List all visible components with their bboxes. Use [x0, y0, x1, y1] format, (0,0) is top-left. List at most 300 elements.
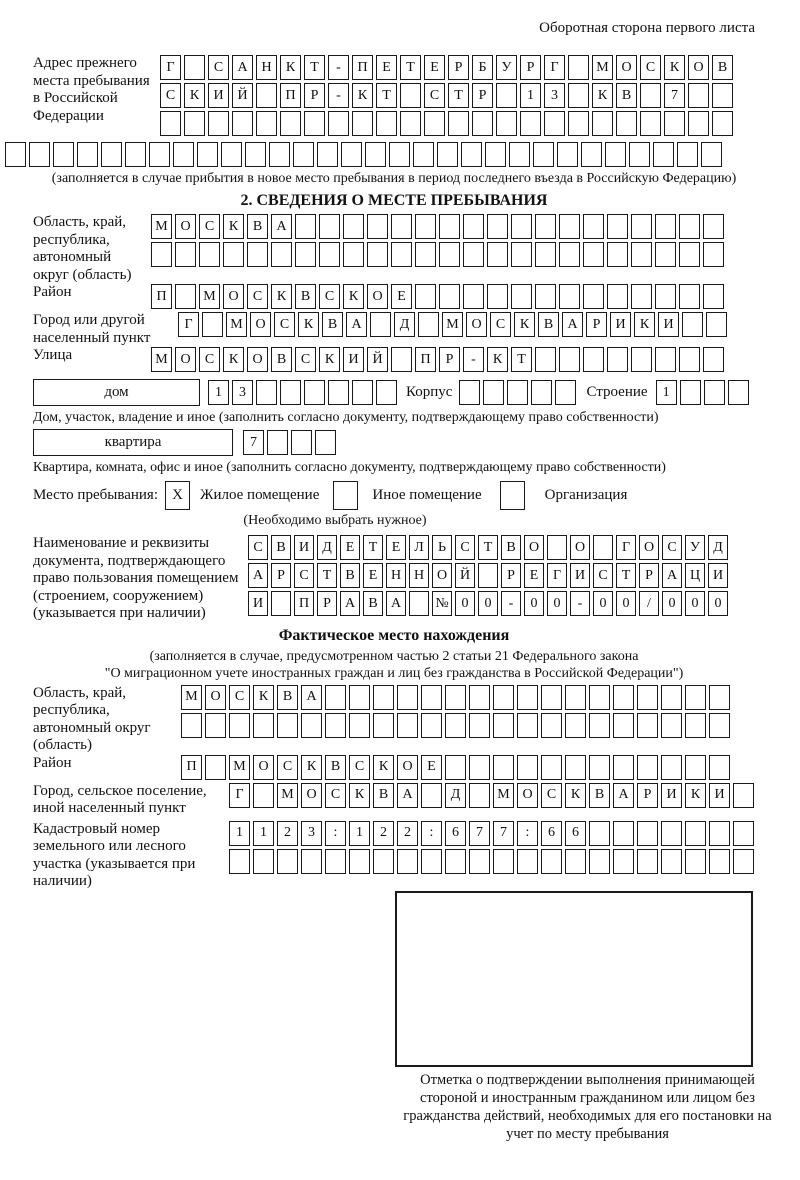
char-box[interactable]: [487, 284, 508, 309]
char-box[interactable]: 7: [664, 83, 685, 108]
char-box[interactable]: [445, 713, 466, 738]
char-box[interactable]: Е: [376, 55, 397, 80]
char-box[interactable]: [688, 83, 709, 108]
char-box[interactable]: К: [184, 83, 205, 108]
char-box[interactable]: [229, 849, 250, 874]
char-box[interactable]: [199, 242, 220, 267]
char-box[interactable]: В: [271, 535, 291, 560]
char-box[interactable]: [202, 312, 223, 337]
char-box[interactable]: Т: [511, 347, 532, 372]
char-box[interactable]: [293, 142, 314, 167]
char-box[interactable]: К: [271, 284, 292, 309]
char-box[interactable]: [421, 783, 442, 808]
char-box[interactable]: П: [352, 55, 373, 80]
char-box[interactable]: [205, 755, 226, 780]
char-box[interactable]: [589, 821, 610, 846]
char-box[interactable]: Т: [478, 535, 498, 560]
char-box[interactable]: В: [277, 685, 298, 710]
char-box[interactable]: [413, 142, 434, 167]
char-box[interactable]: 7: [243, 430, 264, 455]
char-box[interactable]: Т: [363, 535, 383, 560]
char-box[interactable]: [520, 111, 541, 136]
char-box[interactable]: [589, 849, 610, 874]
char-box[interactable]: 3: [544, 83, 565, 108]
char-box[interactable]: [547, 535, 567, 560]
char-box[interactable]: [352, 380, 373, 405]
char-box[interactable]: К: [592, 83, 613, 108]
stay-checkbox-other-premises[interactable]: [333, 481, 358, 510]
char-box[interactable]: С: [294, 563, 314, 588]
char-box[interactable]: [637, 821, 658, 846]
char-box[interactable]: [463, 214, 484, 239]
char-box[interactable]: О: [205, 685, 226, 710]
char-box[interactable]: 0: [455, 591, 475, 616]
char-box[interactable]: [709, 713, 730, 738]
char-box[interactable]: [661, 713, 682, 738]
char-box[interactable]: [421, 685, 442, 710]
char-box[interactable]: [709, 849, 730, 874]
char-box[interactable]: [637, 685, 658, 710]
char-box[interactable]: [461, 142, 482, 167]
char-box[interactable]: С: [199, 347, 220, 372]
char-box[interactable]: 3: [232, 380, 253, 405]
char-box[interactable]: [655, 214, 676, 239]
char-box[interactable]: [101, 142, 122, 167]
char-box[interactable]: [677, 142, 698, 167]
char-box[interactable]: К: [298, 312, 319, 337]
char-box[interactable]: [565, 713, 586, 738]
char-box[interactable]: М: [592, 55, 613, 80]
char-box[interactable]: [415, 284, 436, 309]
char-box[interactable]: М: [229, 755, 250, 780]
char-box[interactable]: К: [301, 755, 322, 780]
char-box[interactable]: С: [229, 685, 250, 710]
char-box[interactable]: [184, 55, 205, 80]
char-box[interactable]: И: [570, 563, 590, 588]
char-box[interactable]: [613, 821, 634, 846]
char-box[interactable]: Е: [421, 755, 442, 780]
char-box[interactable]: В: [271, 347, 292, 372]
char-box[interactable]: [631, 284, 652, 309]
char-box[interactable]: А: [562, 312, 583, 337]
char-box[interactable]: [267, 430, 288, 455]
char-box[interactable]: В: [340, 563, 360, 588]
char-box[interactable]: [664, 111, 685, 136]
char-box[interactable]: [352, 111, 373, 136]
char-box[interactable]: О: [301, 783, 322, 808]
char-box[interactable]: К: [487, 347, 508, 372]
char-box[interactable]: [607, 347, 628, 372]
char-box[interactable]: [613, 713, 634, 738]
char-box[interactable]: О: [688, 55, 709, 80]
char-box[interactable]: С: [662, 535, 682, 560]
char-box[interactable]: И: [294, 535, 314, 560]
char-box[interactable]: О: [397, 755, 418, 780]
char-box[interactable]: [631, 214, 652, 239]
char-box[interactable]: 0: [616, 591, 636, 616]
char-box[interactable]: [175, 242, 196, 267]
char-box[interactable]: [439, 284, 460, 309]
char-box[interactable]: Р: [271, 563, 291, 588]
char-box[interactable]: [733, 849, 754, 874]
char-box[interactable]: [661, 849, 682, 874]
char-box[interactable]: А: [613, 783, 634, 808]
char-box[interactable]: А: [248, 563, 268, 588]
stay-checkbox-residential[interactable]: X: [165, 481, 190, 510]
char-box[interactable]: [544, 111, 565, 136]
char-box[interactable]: М: [493, 783, 514, 808]
char-box[interactable]: [535, 284, 556, 309]
char-box[interactable]: [304, 380, 325, 405]
char-box[interactable]: [421, 849, 442, 874]
char-box[interactable]: 2: [373, 821, 394, 846]
char-box[interactable]: О: [466, 312, 487, 337]
char-box[interactable]: [277, 849, 298, 874]
char-box[interactable]: [509, 142, 530, 167]
char-box[interactable]: К: [664, 55, 685, 80]
char-box[interactable]: [487, 214, 508, 239]
char-box[interactable]: С: [455, 535, 475, 560]
char-box[interactable]: М: [151, 214, 172, 239]
char-box[interactable]: И: [661, 783, 682, 808]
char-box[interactable]: О: [432, 563, 452, 588]
char-box[interactable]: Г: [616, 535, 636, 560]
char-box[interactable]: К: [373, 755, 394, 780]
char-box[interactable]: Р: [439, 347, 460, 372]
char-box[interactable]: [653, 142, 674, 167]
char-box[interactable]: [373, 713, 394, 738]
char-box[interactable]: [370, 312, 391, 337]
char-box[interactable]: [173, 142, 194, 167]
char-box[interactable]: С: [208, 55, 229, 80]
char-box[interactable]: 6: [445, 821, 466, 846]
char-box[interactable]: [493, 755, 514, 780]
char-box[interactable]: С: [199, 214, 220, 239]
char-box[interactable]: [655, 284, 676, 309]
char-box[interactable]: [541, 713, 562, 738]
char-box[interactable]: С: [541, 783, 562, 808]
char-box[interactable]: Г: [544, 55, 565, 80]
char-box[interactable]: С: [325, 783, 346, 808]
char-box[interactable]: [679, 284, 700, 309]
char-box[interactable]: [221, 142, 242, 167]
char-box[interactable]: [325, 713, 346, 738]
char-box[interactable]: [583, 347, 604, 372]
char-box[interactable]: [733, 783, 754, 808]
char-box[interactable]: П: [181, 755, 202, 780]
char-box[interactable]: [682, 312, 703, 337]
char-box[interactable]: [421, 713, 442, 738]
char-box[interactable]: [637, 849, 658, 874]
char-box[interactable]: [559, 284, 580, 309]
char-box[interactable]: В: [712, 55, 733, 80]
char-box[interactable]: 7: [493, 821, 514, 846]
char-box[interactable]: [437, 142, 458, 167]
char-box[interactable]: [439, 242, 460, 267]
char-box[interactable]: С: [160, 83, 181, 108]
char-box[interactable]: В: [589, 783, 610, 808]
char-box[interactable]: [679, 242, 700, 267]
char-box[interactable]: [541, 755, 562, 780]
char-box[interactable]: М: [151, 347, 172, 372]
char-box[interactable]: [637, 713, 658, 738]
char-box[interactable]: Й: [232, 83, 253, 108]
char-box[interactable]: [295, 242, 316, 267]
char-box[interactable]: [704, 380, 725, 405]
char-box[interactable]: К: [514, 312, 535, 337]
char-box[interactable]: Р: [448, 55, 469, 80]
char-box[interactable]: О: [570, 535, 590, 560]
char-box[interactable]: [197, 142, 218, 167]
char-box[interactable]: [487, 242, 508, 267]
char-box[interactable]: Д: [708, 535, 728, 560]
char-box[interactable]: В: [501, 535, 521, 560]
char-box[interactable]: 6: [541, 821, 562, 846]
char-box[interactable]: [581, 142, 602, 167]
char-box[interactable]: [703, 214, 724, 239]
char-box[interactable]: [291, 430, 312, 455]
char-box[interactable]: [160, 111, 181, 136]
char-box[interactable]: [448, 111, 469, 136]
char-box[interactable]: [483, 380, 504, 405]
char-box[interactable]: Р: [317, 591, 337, 616]
char-box[interactable]: О: [223, 284, 244, 309]
char-box[interactable]: 1: [520, 83, 541, 108]
char-box[interactable]: Е: [391, 284, 412, 309]
char-box[interactable]: В: [322, 312, 343, 337]
char-box[interactable]: [53, 142, 74, 167]
char-box[interactable]: 1: [253, 821, 274, 846]
char-box[interactable]: Л: [409, 535, 429, 560]
char-box[interactable]: [712, 111, 733, 136]
char-box[interactable]: К: [223, 347, 244, 372]
char-box[interactable]: [535, 242, 556, 267]
char-box[interactable]: -: [328, 55, 349, 80]
char-box[interactable]: [712, 83, 733, 108]
char-box[interactable]: [376, 380, 397, 405]
char-box[interactable]: Г: [178, 312, 199, 337]
char-box[interactable]: Т: [400, 55, 421, 80]
char-box[interactable]: [469, 685, 490, 710]
char-box[interactable]: [409, 591, 429, 616]
char-box[interactable]: -: [463, 347, 484, 372]
char-box[interactable]: [535, 347, 556, 372]
char-box[interactable]: [317, 142, 338, 167]
char-box[interactable]: [701, 142, 722, 167]
char-box[interactable]: Е: [524, 563, 544, 588]
char-box[interactable]: Т: [376, 83, 397, 108]
char-box[interactable]: [229, 713, 250, 738]
char-box[interactable]: 7: [469, 821, 490, 846]
char-box[interactable]: [568, 55, 589, 80]
char-box[interactable]: [253, 783, 274, 808]
char-box[interactable]: С: [274, 312, 295, 337]
char-box[interactable]: П: [415, 347, 436, 372]
char-box[interactable]: [459, 380, 480, 405]
char-box[interactable]: О: [517, 783, 538, 808]
char-box[interactable]: [541, 849, 562, 874]
char-box[interactable]: О: [367, 284, 388, 309]
char-box[interactable]: [5, 142, 26, 167]
char-box[interactable]: Е: [386, 535, 406, 560]
char-box[interactable]: 0: [524, 591, 544, 616]
char-box[interactable]: В: [247, 214, 268, 239]
char-box[interactable]: [445, 755, 466, 780]
char-box[interactable]: М: [226, 312, 247, 337]
char-box[interactable]: [511, 284, 532, 309]
char-box[interactable]: [533, 142, 554, 167]
char-box[interactable]: [655, 242, 676, 267]
char-box[interactable]: [415, 242, 436, 267]
char-box[interactable]: В: [295, 284, 316, 309]
char-box[interactable]: С: [319, 284, 340, 309]
char-box[interactable]: [592, 111, 613, 136]
char-box[interactable]: -: [570, 591, 590, 616]
char-box[interactable]: [589, 685, 610, 710]
char-box[interactable]: [605, 142, 626, 167]
char-box[interactable]: К: [565, 783, 586, 808]
char-box[interactable]: С: [277, 755, 298, 780]
char-box[interactable]: [583, 284, 604, 309]
char-box[interactable]: Д: [317, 535, 337, 560]
char-box[interactable]: 2: [397, 821, 418, 846]
char-box[interactable]: [589, 713, 610, 738]
char-box[interactable]: [478, 563, 498, 588]
char-box[interactable]: [613, 849, 634, 874]
char-box[interactable]: [496, 83, 517, 108]
char-box[interactable]: [485, 142, 506, 167]
char-box[interactable]: [247, 242, 268, 267]
char-box[interactable]: 0: [593, 591, 613, 616]
char-box[interactable]: [517, 849, 538, 874]
char-box[interactable]: [685, 755, 706, 780]
char-box[interactable]: А: [662, 563, 682, 588]
char-box[interactable]: [679, 347, 700, 372]
char-box[interactable]: Т: [317, 563, 337, 588]
char-box[interactable]: [253, 713, 274, 738]
char-box[interactable]: [589, 755, 610, 780]
char-box[interactable]: Т: [616, 563, 636, 588]
char-box[interactable]: [555, 380, 576, 405]
char-box[interactable]: [607, 242, 628, 267]
char-box[interactable]: [703, 284, 724, 309]
char-box[interactable]: [565, 849, 586, 874]
char-box[interactable]: С: [248, 535, 268, 560]
char-box[interactable]: [125, 142, 146, 167]
char-box[interactable]: [613, 685, 634, 710]
char-box[interactable]: [685, 849, 706, 874]
char-box[interactable]: [365, 142, 386, 167]
char-box[interactable]: [680, 380, 701, 405]
char-box[interactable]: [256, 380, 277, 405]
char-box[interactable]: [640, 83, 661, 108]
char-box[interactable]: А: [346, 312, 367, 337]
char-box[interactable]: К: [352, 83, 373, 108]
char-box[interactable]: [280, 380, 301, 405]
char-box[interactable]: 6: [565, 821, 586, 846]
char-box[interactable]: Р: [586, 312, 607, 337]
char-box[interactable]: [593, 535, 613, 560]
char-box[interactable]: С: [247, 284, 268, 309]
char-box[interactable]: [400, 83, 421, 108]
char-box[interactable]: [328, 380, 349, 405]
char-box[interactable]: [469, 713, 490, 738]
char-box[interactable]: [325, 685, 346, 710]
char-box[interactable]: [424, 111, 445, 136]
char-box[interactable]: [445, 685, 466, 710]
char-box[interactable]: А: [340, 591, 360, 616]
char-box[interactable]: Р: [501, 563, 521, 588]
char-box[interactable]: [315, 430, 336, 455]
char-box[interactable]: [269, 142, 290, 167]
char-box[interactable]: [568, 83, 589, 108]
char-box[interactable]: Н: [256, 55, 277, 80]
char-box[interactable]: [706, 312, 727, 337]
char-box[interactable]: [391, 242, 412, 267]
char-box[interactable]: [469, 783, 490, 808]
char-box[interactable]: [583, 214, 604, 239]
char-box[interactable]: [181, 713, 202, 738]
char-box[interactable]: А: [397, 783, 418, 808]
char-box[interactable]: [389, 142, 410, 167]
char-box[interactable]: К: [685, 783, 706, 808]
char-box[interactable]: [565, 755, 586, 780]
char-box[interactable]: В: [373, 783, 394, 808]
char-box[interactable]: [469, 849, 490, 874]
char-box[interactable]: [661, 755, 682, 780]
char-box[interactable]: Г: [547, 563, 567, 588]
char-box[interactable]: Р: [520, 55, 541, 80]
char-box[interactable]: Е: [340, 535, 360, 560]
apartment-type-box[interactable]: [33, 429, 233, 456]
char-box[interactable]: И: [343, 347, 364, 372]
char-box[interactable]: И: [248, 591, 268, 616]
char-box[interactable]: К: [280, 55, 301, 80]
char-box[interactable]: Ь: [432, 535, 452, 560]
char-box[interactable]: /: [639, 591, 659, 616]
char-box[interactable]: О: [524, 535, 544, 560]
char-box[interactable]: О: [175, 347, 196, 372]
char-box[interactable]: [640, 111, 661, 136]
char-box[interactable]: [271, 242, 292, 267]
char-box[interactable]: [151, 242, 172, 267]
char-box[interactable]: К: [349, 783, 370, 808]
char-box[interactable]: [463, 242, 484, 267]
char-box[interactable]: У: [496, 55, 517, 80]
char-box[interactable]: О: [247, 347, 268, 372]
char-box[interactable]: [208, 111, 229, 136]
char-box[interactable]: 0: [478, 591, 498, 616]
char-box[interactable]: [325, 849, 346, 874]
char-box[interactable]: [631, 242, 652, 267]
char-box[interactable]: 1: [229, 821, 250, 846]
char-box[interactable]: [685, 685, 706, 710]
char-box[interactable]: С: [640, 55, 661, 80]
char-box[interactable]: [565, 685, 586, 710]
char-box[interactable]: Н: [386, 563, 406, 588]
char-box[interactable]: [535, 214, 556, 239]
char-box[interactable]: [391, 347, 412, 372]
char-box[interactable]: 1: [349, 821, 370, 846]
char-box[interactable]: [629, 142, 650, 167]
char-box[interactable]: [223, 242, 244, 267]
char-box[interactable]: :: [421, 821, 442, 846]
char-box[interactable]: [511, 242, 532, 267]
char-box[interactable]: [493, 685, 514, 710]
char-box[interactable]: Р: [304, 83, 325, 108]
char-box[interactable]: -: [501, 591, 521, 616]
char-box[interactable]: 1: [208, 380, 229, 405]
